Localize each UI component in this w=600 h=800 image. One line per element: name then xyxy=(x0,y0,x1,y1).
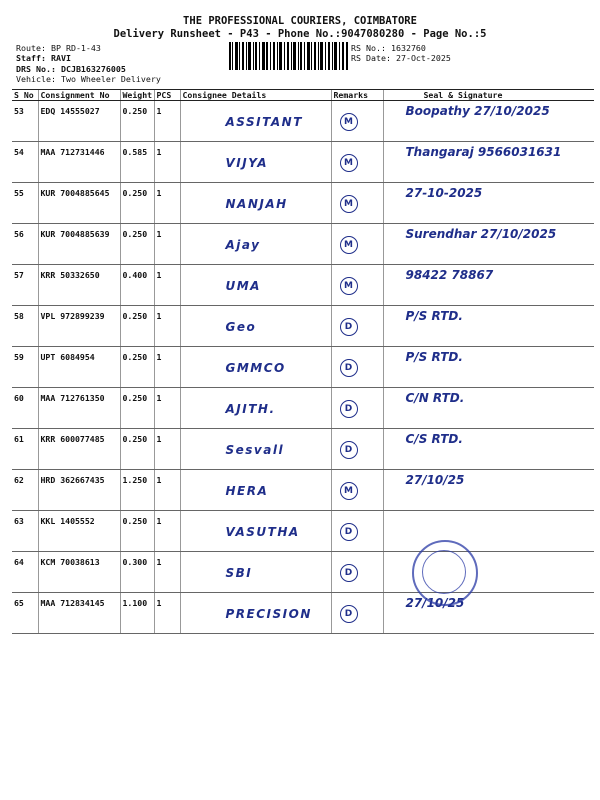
sno-cell: 62 xyxy=(12,470,38,511)
remarks-cell xyxy=(331,142,383,183)
pcs-cell: 1 xyxy=(154,142,180,183)
consignee-handwriting: PRECISION xyxy=(225,607,312,621)
consignee-handwriting: GMMCO xyxy=(225,361,286,375)
company-title: THE PROFESSIONAL COURIERS, COIMBATORE xyxy=(183,15,417,27)
sno-cell: 54 xyxy=(12,142,38,183)
consignee-cell xyxy=(180,511,331,552)
weight-cell: 1.250 xyxy=(120,470,154,511)
pcs-cell: 1 xyxy=(154,429,180,470)
weight-cell: 0.250 xyxy=(120,224,154,265)
consignee-cell xyxy=(180,388,331,429)
pcs-cell: 1 xyxy=(154,224,180,265)
consignee-handwriting: NANJAH xyxy=(225,197,288,211)
table-row xyxy=(12,224,594,265)
remark-circle-mark: D xyxy=(340,318,358,336)
handwritten-signature: 98422 78867 xyxy=(405,268,494,282)
pcs-cell: 1 xyxy=(154,593,180,634)
consignment-cell: MAA 712761350 xyxy=(38,388,120,429)
route-text: Route: BP RD-1-43 xyxy=(16,43,101,53)
pcs-cell: 1 xyxy=(154,101,180,142)
col-signature-header: Seal & Signature xyxy=(383,90,594,101)
consignee-cell xyxy=(180,265,331,306)
signature-cell xyxy=(383,101,594,142)
runsheet-table xyxy=(12,89,594,634)
remark-circle-mark: D xyxy=(340,400,358,418)
table-row xyxy=(12,265,594,306)
table-row xyxy=(12,101,594,142)
weight-cell: 1.100 xyxy=(120,593,154,634)
table-row xyxy=(12,593,594,634)
table-row xyxy=(12,183,594,224)
consignment-cell: MAA 712731446 xyxy=(38,142,120,183)
consignment-cell: KUR 7004885645 xyxy=(38,183,120,224)
remark-circle-mark: M xyxy=(340,277,358,295)
table-row xyxy=(12,429,594,470)
drs-text: DRS No.: DCJB163276005 xyxy=(16,63,126,74)
sno-cell: 59 xyxy=(12,347,38,388)
consignment-cell: MAA 712834145 xyxy=(38,593,120,634)
weight-cell: 0.400 xyxy=(120,265,154,306)
handwritten-signature: C/S RTD. xyxy=(405,432,463,446)
table-row xyxy=(12,306,594,347)
table-row xyxy=(12,347,594,388)
courier-seal-stamp xyxy=(412,540,478,606)
consignee-handwriting: SBI xyxy=(225,566,253,580)
consignment-cell: KCM 70038613 xyxy=(38,552,120,593)
weight-cell: 0.250 xyxy=(120,388,154,429)
col-sno-header: S No xyxy=(12,90,38,101)
pcs-cell: 1 xyxy=(154,347,180,388)
handwritten-signature: 27/10/25 xyxy=(405,473,465,487)
consignee-cell xyxy=(180,224,331,265)
signature-cell xyxy=(383,183,594,224)
sno-cell: 65 xyxy=(12,593,38,634)
consignee-handwriting: UMA xyxy=(225,279,261,293)
remarks-cell xyxy=(331,552,383,593)
signature-cell xyxy=(383,265,594,306)
consignee-cell xyxy=(180,347,331,388)
col-remarks-header: Remarks xyxy=(331,90,383,101)
remarks-cell xyxy=(331,224,383,265)
handwritten-signature: Thangaraj 9566031631 xyxy=(405,145,562,159)
consignment-cell: KRR 50332650 xyxy=(38,265,120,306)
weight-cell: 0.250 xyxy=(120,511,154,552)
pcs-cell: 1 xyxy=(154,265,180,306)
consignee-cell xyxy=(180,470,331,511)
table-row xyxy=(12,470,594,511)
signature-cell xyxy=(383,511,594,552)
consignment-cell: KKL 1405552 xyxy=(38,511,120,552)
runsheet-subtitle: Delivery Runsheet - P43 - Phone No.:9047080280 - Page No.:5 xyxy=(113,28,487,40)
col-consignment-header: Consignment No xyxy=(38,90,120,101)
weight-cell: 0.250 xyxy=(120,347,154,388)
table-row xyxy=(12,511,594,552)
remarks-cell xyxy=(331,306,383,347)
table-row xyxy=(12,552,594,593)
consignee-handwriting: HERA xyxy=(225,484,269,498)
sno-cell: 58 xyxy=(12,306,38,347)
table-row xyxy=(12,388,594,429)
consignment-cell: EDQ 14555027 xyxy=(38,101,120,142)
consignee-cell xyxy=(180,552,331,593)
pcs-cell: 1 xyxy=(154,511,180,552)
consignee-handwriting: VASUTHA xyxy=(225,525,300,539)
pcs-cell: 1 xyxy=(154,388,180,429)
consignee-handwriting: Geo xyxy=(225,320,257,334)
weight-cell: 0.300 xyxy=(120,552,154,593)
consignee-handwriting: Sesvall xyxy=(225,443,285,457)
signature-cell xyxy=(383,470,594,511)
handwritten-signature: Boopathy 27/10/2025 xyxy=(405,104,550,118)
table-header-row xyxy=(12,90,594,101)
remark-circle-mark: D xyxy=(340,523,358,541)
weight-cell: 0.250 xyxy=(120,306,154,347)
vehicle-text: Vehicle: Two Wheeler Delivery xyxy=(16,74,161,85)
consignee-handwriting: AJITH. xyxy=(225,402,276,416)
handwritten-signature: P/S RTD. xyxy=(405,309,463,323)
remark-circle-mark: D xyxy=(340,564,358,582)
remarks-cell xyxy=(331,183,383,224)
remark-circle-mark: D xyxy=(340,605,358,623)
consignee-cell xyxy=(180,593,331,634)
signature-cell xyxy=(383,306,594,347)
signature-cell xyxy=(383,142,594,183)
weight-cell: 0.250 xyxy=(120,183,154,224)
remark-circle-mark: M xyxy=(340,482,358,500)
remark-circle-mark: M xyxy=(340,195,358,213)
signature-cell xyxy=(383,347,594,388)
sno-cell: 61 xyxy=(12,429,38,470)
consignment-cell: KUR 7004885639 xyxy=(38,224,120,265)
weight-cell: 0.250 xyxy=(120,429,154,470)
handwritten-signature: P/S RTD. xyxy=(405,350,463,364)
remark-circle-mark: M xyxy=(340,113,358,131)
barcode-image xyxy=(229,42,348,70)
remark-circle-mark: D xyxy=(340,359,358,377)
table-row xyxy=(12,142,594,183)
consignment-cell: VPL 972899239 xyxy=(38,306,120,347)
weight-cell: 0.585 xyxy=(120,142,154,183)
sno-cell: 57 xyxy=(12,265,38,306)
rs-no-text: RS No.: 1632760 xyxy=(351,43,426,53)
col-pcs-header: PCS xyxy=(154,90,180,101)
signature-cell xyxy=(383,388,594,429)
remark-circle-mark: M xyxy=(340,154,358,172)
pcs-cell: 1 xyxy=(154,552,180,593)
remarks-cell xyxy=(331,101,383,142)
handwritten-signature: 27/10/25 xyxy=(405,596,465,610)
signature-cell xyxy=(383,593,594,634)
handwritten-signature: 27-10-2025 xyxy=(405,186,483,200)
col-weight-header: Weight xyxy=(120,90,154,101)
signature-cell xyxy=(383,429,594,470)
sno-cell: 64 xyxy=(12,552,38,593)
consignee-cell xyxy=(180,429,331,470)
sno-cell: 53 xyxy=(12,101,38,142)
sno-cell: 55 xyxy=(12,183,38,224)
sno-cell: 60 xyxy=(12,388,38,429)
remarks-cell xyxy=(331,511,383,552)
consignee-handwriting: VIJYA xyxy=(225,156,269,170)
staff-text: Staff: RAVI xyxy=(16,53,71,64)
handwritten-signature: Surendhar 27/10/2025 xyxy=(405,227,557,241)
col-consignee-header: Consignee Details xyxy=(180,90,331,101)
remarks-cell xyxy=(331,265,383,306)
rs-date-text: RS Date: 27-Oct-2025 xyxy=(351,53,451,64)
sno-cell: 63 xyxy=(12,511,38,552)
handwritten-signature: C/N RTD. xyxy=(405,391,465,405)
remarks-cell xyxy=(331,388,383,429)
consignee-cell xyxy=(180,306,331,347)
route-meta-block xyxy=(16,43,161,85)
remarks-cell xyxy=(331,593,383,634)
consignee-cell xyxy=(180,101,331,142)
weight-cell: 0.250 xyxy=(120,101,154,142)
consignee-handwriting: ASSITANT xyxy=(225,115,303,129)
consignment-cell: HRD 362667435 xyxy=(38,470,120,511)
pcs-cell: 1 xyxy=(154,306,180,347)
remark-circle-mark: M xyxy=(340,236,358,254)
remarks-cell xyxy=(331,429,383,470)
sno-cell: 56 xyxy=(12,224,38,265)
remarks-cell xyxy=(331,347,383,388)
consignment-cell: KRR 600077485 xyxy=(38,429,120,470)
remark-circle-mark: D xyxy=(340,441,358,459)
pcs-cell: 1 xyxy=(154,470,180,511)
consignment-cell: UPT 6084954 xyxy=(38,347,120,388)
pcs-cell: 1 xyxy=(154,183,180,224)
consignee-handwriting: Ajay xyxy=(225,238,261,252)
consignee-cell xyxy=(180,142,331,183)
rs-meta-block xyxy=(351,43,451,64)
consignee-cell xyxy=(180,183,331,224)
remarks-cell xyxy=(331,470,383,511)
signature-cell xyxy=(383,224,594,265)
